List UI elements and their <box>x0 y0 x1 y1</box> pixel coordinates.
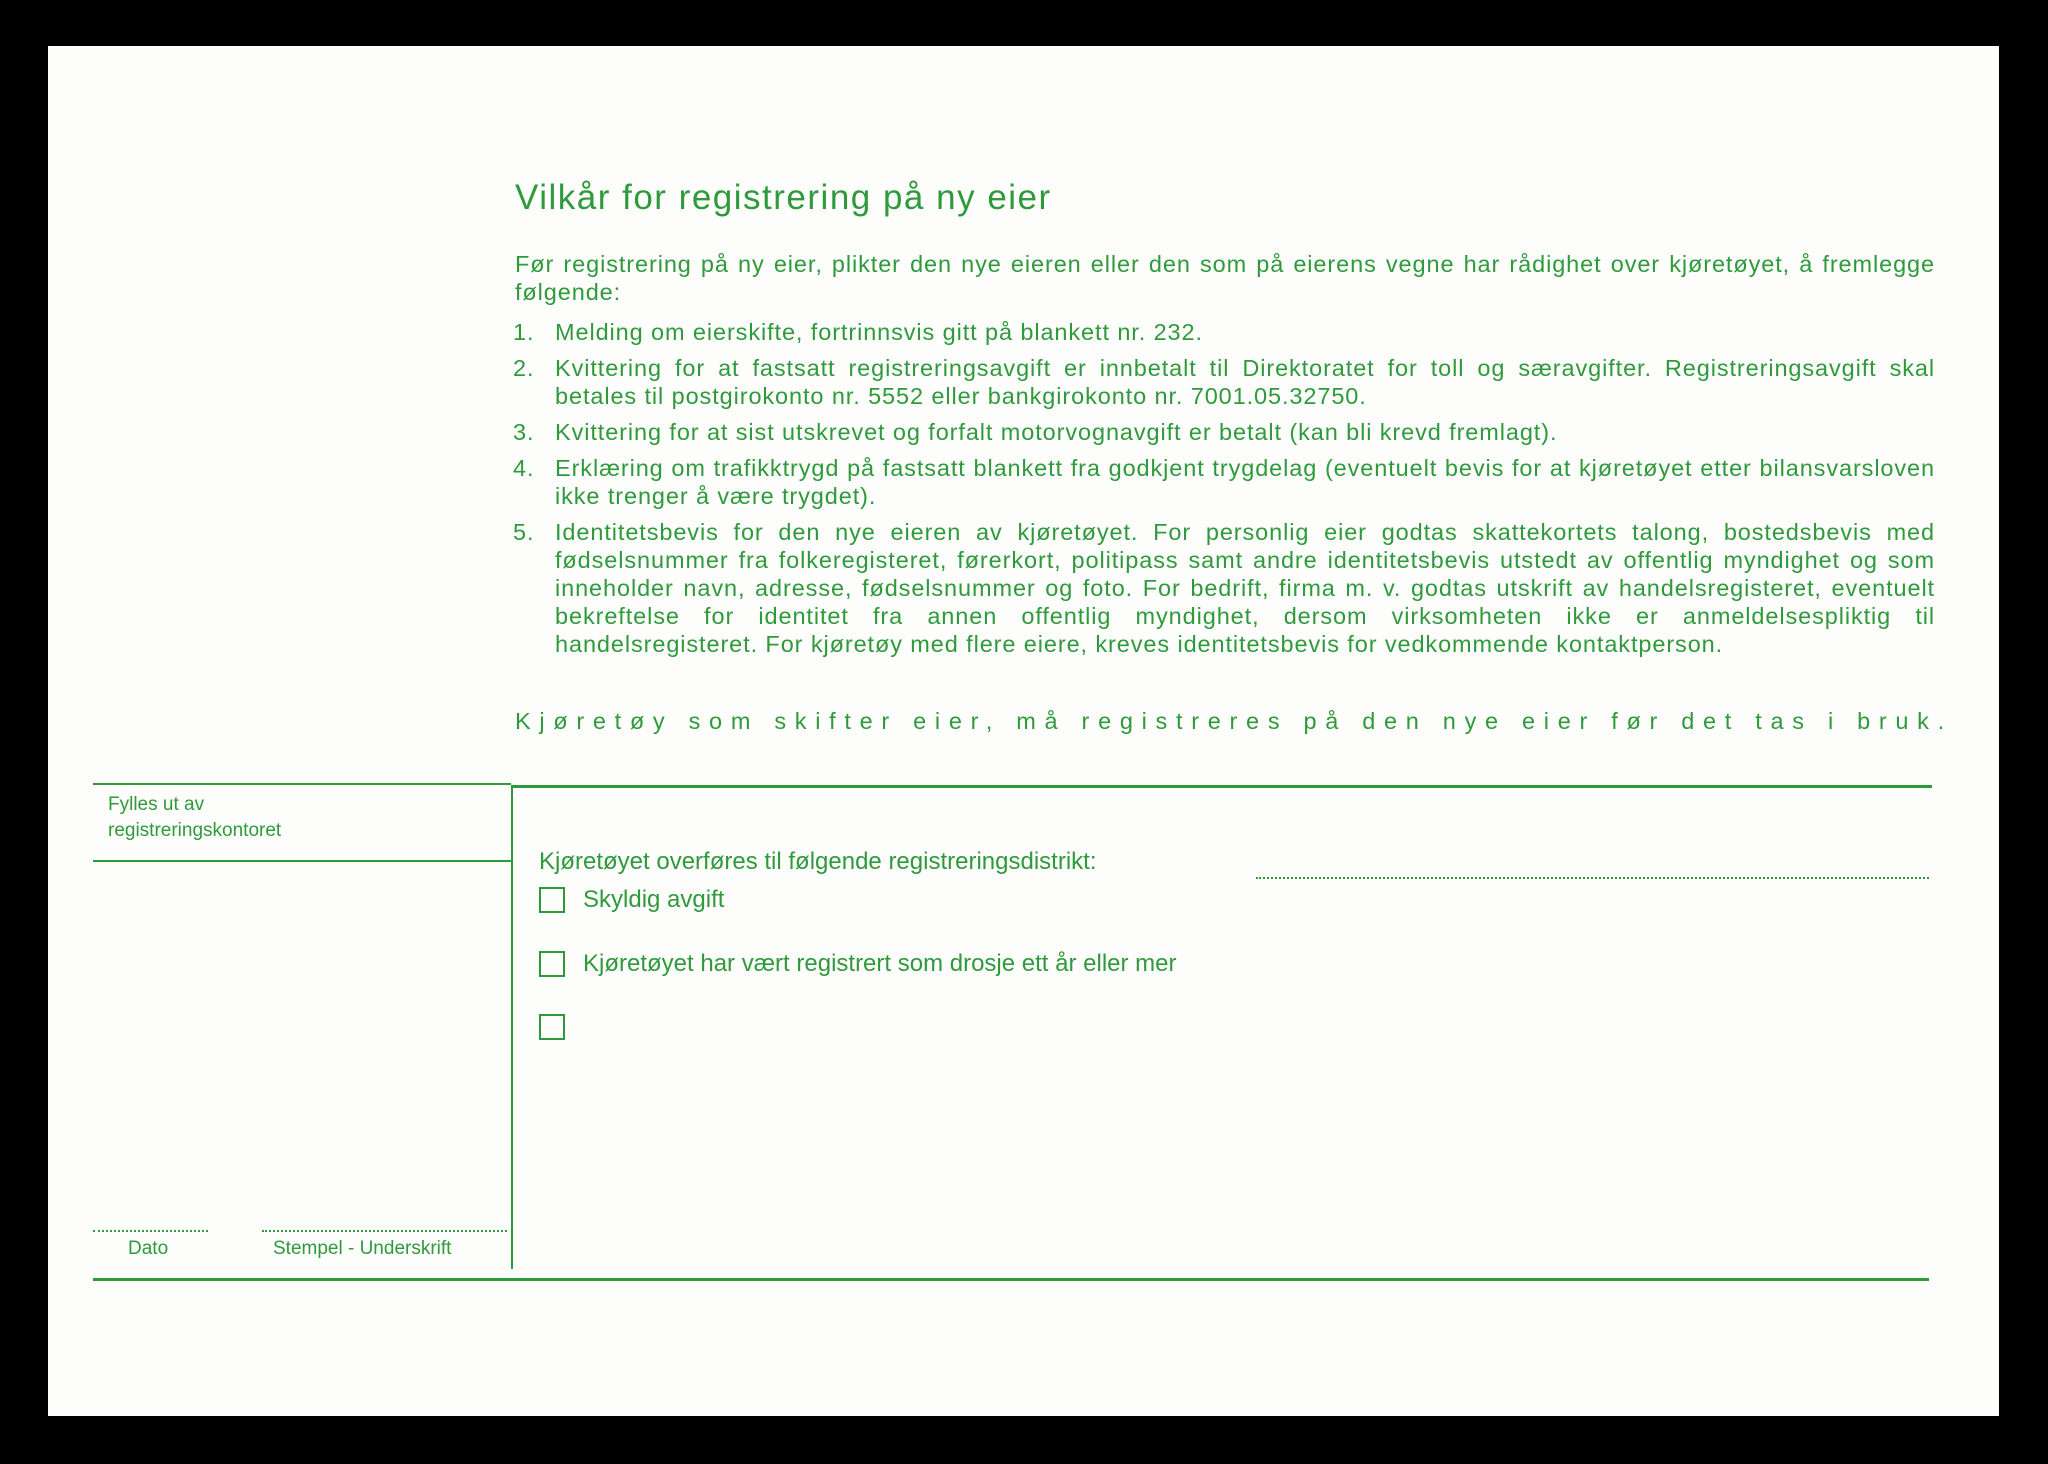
bottom-rule <box>93 1278 1929 1281</box>
transfer-district-field[interactable] <box>1256 877 1929 879</box>
list-item <box>513 318 1935 346</box>
blank-checkbox[interactable] <box>539 1014 565 1040</box>
list-item <box>513 418 1935 446</box>
list-item-number: 4. <box>513 455 535 481</box>
signature-field[interactable] <box>262 1230 507 1232</box>
drosje-label: Kjøretøyet har vært registrert som drosje ett år eller mer <box>583 950 1177 977</box>
list-item-text: Melding om eierskifte, fortrinnsvis gitt på blankett nr. 232. <box>555 319 1203 345</box>
stamp-signature-label: Stempel - Underskrift <box>273 1238 452 1259</box>
list-item <box>513 354 1935 410</box>
divider-vertical <box>511 785 513 1269</box>
checkbox-row-skyldig-avgift <box>539 886 724 914</box>
checkbox-row-drosje <box>539 950 1176 978</box>
notice-text: Kjøretøy som skifter eier, må registreres på den nye eier før det tas i bruk. <box>515 708 1953 734</box>
skyldig-avgift-checkbox[interactable] <box>539 887 565 913</box>
office-label-line1: Fylles ut av <box>108 794 205 815</box>
list-item <box>513 518 1935 658</box>
list-item-text: Identitetsbevis for den nye eieren av kjøretøyet. For personlig eier godtas skattekortets talong, bostedsbevis med fødselsnummer fra folkeregisteret, førerkort, politipass samt andre identitetsbevis utstedt av offentlig myndighet og som inneholder navn, adresse, fødselsnummer og foto. For bedrift, firma m. v. godtas utskrift av handelsregisteret, eventuelt bekreftelse for identitet fra annen offentlig myndighet, dersom virksomheten ikke er anmeldelsespliktig til handelsregisteret. For kjøretøy med flere eiere, kreves identitetsbevis for vedkommende kontaktperson. <box>555 519 1935 657</box>
office-label-line2: registreringskontoret <box>108 820 282 841</box>
date-field[interactable] <box>93 1230 208 1232</box>
requirements-list <box>513 318 1935 666</box>
form-title: Vilkår for registrering på ny eier <box>515 178 1052 217</box>
checkbox-row-blank <box>539 1014 583 1040</box>
list-item-text: Erklæring om trafikktrygd på fastsatt blankett fra godkjent trygdelag (eventuelt bevis for at kjøretøyet etter bilansvarsloven ikke trenger å være trygdet). <box>555 455 1935 509</box>
list-item <box>513 454 1935 510</box>
skyldig-avgift-label: Skyldig avgift <box>583 886 725 913</box>
transfer-district-label: Kjøretøyet overføres til følgende registreringsdistrikt: <box>539 848 1097 875</box>
office-label <box>108 792 281 844</box>
office-label-rule <box>93 860 511 862</box>
list-item-number: 2. <box>513 355 535 381</box>
intro-paragraph: Før registrering på ny eier, plikter den nye eieren eller den som på eierens vegne har rådighet over kjøretøyet, å fremlegge følgende: <box>515 251 1935 305</box>
transfer-district-row <box>539 848 1097 876</box>
date-label: Dato <box>128 1238 169 1259</box>
drosje-checkbox[interactable] <box>539 951 565 977</box>
list-item-text: Kvittering for at fastsatt registreringsavgift er innbetalt til Direktoratet for toll og særavgifter. Registreringsavgift skal betales til postgirokonto nr. 5552 eller bankgirokonto nr. 7001.05.32750. <box>555 355 1935 409</box>
list-item-number: 3. <box>513 419 535 445</box>
list-item-number: 5. <box>513 519 535 545</box>
top-rule-right <box>511 785 1932 788</box>
list-item-number: 1. <box>513 319 535 345</box>
top-rule-left <box>93 783 511 785</box>
list-item-text: Kvittering for at sist utskrevet og forfalt motorvognavgift er betalt (kan bli krevd fremlagt). <box>555 419 1558 445</box>
